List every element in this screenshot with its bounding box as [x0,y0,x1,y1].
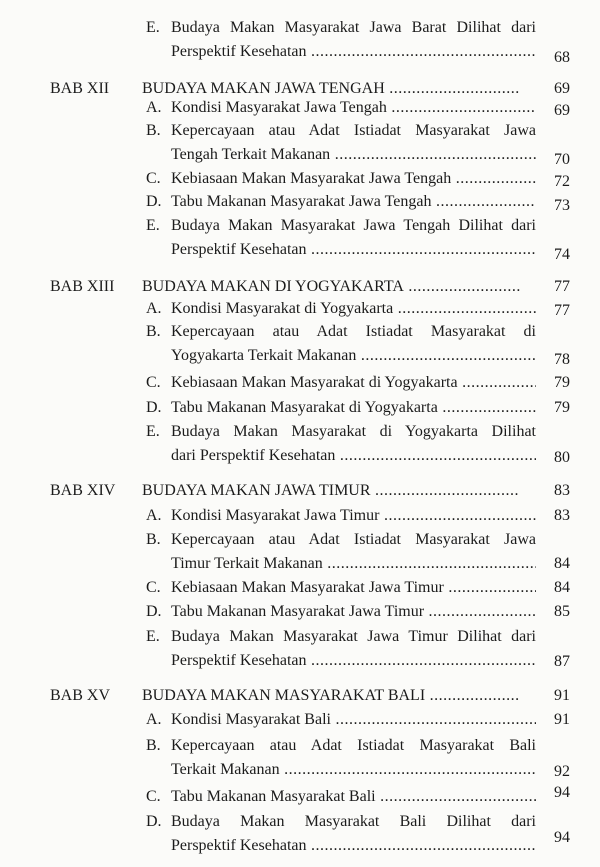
entry-page-number: 79 [554,374,570,391]
entry-title-line1: Kepercayaan atau Adat Istiadat Masyarakat di [171,323,536,340]
entry-letter: E. [146,423,160,440]
entry-letter: B. [146,122,161,139]
chapter-number: BAB XV [50,687,111,704]
entry-page-number: 92 [554,763,570,780]
toc-entry[interactable] [146,734,570,784]
chapter-number: BAB XII [50,80,110,97]
entry-title: Kebiasaan Makan Masyarakat Jawa Timur ..... [171,576,536,600]
entry-page-number: 78 [554,351,570,368]
entry-title: Tabu Makanan Masyarakat Bali ..... [171,785,536,809]
entry-letter: B. [146,737,161,754]
entry-title-line1: Kepercayaan atau Adat Istiadat Masyarakat Bali [171,737,536,754]
toc-entry[interactable] [146,396,570,422]
entry-title: Kondisi Masyarakat di Yogyakarta ..... [171,297,536,321]
entry-page-number: 94 [554,784,570,801]
entry-page-number: 77 [554,302,570,319]
entry-letter: C. [146,170,161,187]
entry-title: Kebiasaan Makan Masyarakat di Yogyakarta ..... [171,371,536,395]
entry-title: Tabu Makanan Masyarakat di Yogyakarta ..... [171,396,536,420]
chapter-number: BAB XIV [50,482,116,499]
entry-page-number: 94 [554,829,570,846]
entry-page-number: 87 [554,653,570,670]
entry-letter: B. [146,323,161,340]
entry-page-number: 85 [554,603,570,620]
toc-entry[interactable] [146,119,570,169]
entry-page-number: 91 [554,711,570,728]
entry-letter: E. [146,19,160,36]
entry-page-number: 79 [554,399,570,416]
chapter-title: BUDAYA MAKAN DI YOGYAKARTA ..... [142,275,520,299]
entry-page-number: 84 [554,579,570,596]
chapter-page-number: 91 [554,687,570,704]
entry-title-line1: Budaya Makan Masyarakat Bali Dilihat dari [171,813,536,830]
entry-letter: E. [146,217,160,234]
toc-entry[interactable] [146,625,570,675]
entry-title: Kondisi Masyarakat Jawa Timur ..... [171,504,536,528]
entry-letter: A. [146,507,162,524]
chapter-heading[interactable] [50,275,570,299]
entry-letter: C. [146,788,161,805]
entry-page-number: 70 [554,151,570,168]
entry-page-number: 80 [554,449,570,466]
toc-entry[interactable] [146,600,570,626]
toc-entry[interactable] [146,576,570,602]
toc-entry[interactable] [146,214,570,264]
entry-letter: C. [146,374,161,391]
entry-title-line1: Kepercayaan atau Adat Istiadat Masyarakat Jawa [171,122,536,139]
entry-title-line2: Perspektif Kesehatan ..... [171,40,536,64]
entry-page-number: 84 [554,555,570,572]
entry-page-number: 74 [554,246,570,263]
entry-title: Tabu Makanan Masyarakat Jawa Tengah ..... [171,190,536,214]
entry-title-line1: Budaya Makan Masyarakat Jawa Tengah Dilihat dari [171,217,536,234]
chapter-heading[interactable] [50,684,570,708]
toc-entry[interactable] [146,16,570,66]
toc-entry[interactable] [146,708,570,734]
entry-letter: A. [146,711,162,728]
entry-letter: C. [146,579,161,596]
entry-title-line1: Kepercayaan atau Adat Istiadat Masyarakat Jawa [171,531,536,548]
entry-letter: A. [146,300,162,317]
chapter-title: BUDAYA MAKAN JAWA TENGAH ..... [142,77,520,101]
entry-title: Kondisi Masyarakat Jawa Tengah ..... [171,96,536,120]
entry-letter: A. [146,99,162,116]
entry-title-line2: Tengah Terkait Makanan ..... [171,143,536,167]
entry-title-line2: Yogyakarta Terkait Makanan ..... [171,344,536,368]
entry-letter: E. [146,628,160,645]
chapter-page-number: 69 [554,80,570,97]
toc-entry[interactable] [146,420,570,470]
entry-letter: B. [146,531,161,548]
toc-entry[interactable] [146,785,570,811]
entry-letter: D. [146,193,162,210]
entry-title-line2: dari Perspektif Kesehatan ..... [171,444,536,468]
entry-title-line2: Terkait Makanan ..... [171,758,536,782]
entry-page-number: 68 [554,49,570,66]
toc-entry[interactable] [146,371,570,397]
chapter-page-number: 77 [554,278,570,295]
toc-entry[interactable] [146,528,570,578]
toc-entry[interactable] [146,190,570,216]
entry-title-line2: Perspektif Kesehatan ..... [171,834,536,858]
chapter-title: BUDAYA MAKAN JAWA TIMUR ..... [142,479,520,503]
entry-page-number: 73 [554,197,570,214]
entry-letter: D. [146,813,162,830]
chapter-page-number: 83 [554,482,570,499]
entry-letter: D. [146,399,162,416]
entry-title-line2: Perspektif Kesehatan ..... [171,238,536,262]
entry-title-line1: Budaya Makan Masyarakat Jawa Barat Dilihat dari [171,19,536,36]
entry-title: Kebiasaan Makan Masyarakat Jawa Tengah ..... [171,167,536,191]
chapter-number: BAB XIII [50,278,115,295]
entry-title-line1: Budaya Makan Masyarakat Jawa Timur Dilihat dari [171,628,536,645]
entry-page-number: 72 [554,173,570,190]
entry-title-line1: Budaya Makan Masyarakat di Yogyakarta Dilihat [171,423,536,440]
toc-entry[interactable] [146,504,570,530]
toc-entry[interactable] [146,810,570,860]
entry-title: Kondisi Masyarakat Bali ..... [171,708,536,732]
toc-entry[interactable] [146,320,570,370]
chapter-title: BUDAYA MAKAN MASYARAKAT BALI ..... [142,684,520,708]
entry-page-number: 83 [554,507,570,524]
entry-title: Tabu Makanan Masyarakat Jawa Timur ..... [171,600,536,624]
entry-page-number: 69 [554,102,570,119]
entry-title-line2: Perspektif Kesehatan ..... [171,649,536,673]
chapter-heading[interactable] [50,479,570,503]
entry-title-line2: Timur Terkait Makanan ..... [171,552,536,576]
entry-letter: D. [146,603,162,620]
